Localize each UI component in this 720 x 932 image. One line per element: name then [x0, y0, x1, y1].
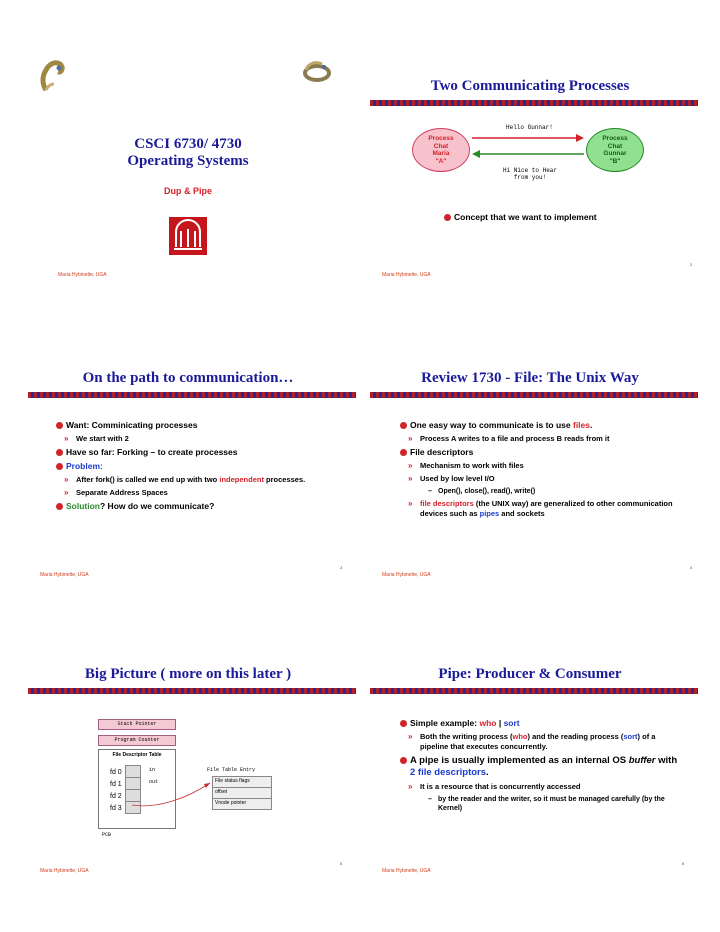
title-divider: [28, 392, 356, 398]
sub-start: » We start with 2: [64, 434, 346, 444]
process-a-bubble: [412, 128, 470, 172]
buffer-word: buffer: [628, 755, 656, 766]
fte-row: Vnode pointer: [212, 799, 272, 810]
bullet-files: [400, 420, 688, 431]
file-table-entry: [212, 776, 272, 810]
sub-mechanism: » Mechanism to work with files: [408, 461, 688, 471]
files-period: .: [590, 420, 593, 430]
footer: Maria Hybinette, UGA: [382, 868, 431, 874]
slide-2: [360, 40, 700, 280]
with-text: with: [655, 755, 678, 766]
arrow-left-icon: [472, 149, 584, 159]
sub-low-level: » Used by low level I/O: [408, 474, 688, 484]
footer: Maria Hybinette, UGA: [40, 572, 89, 578]
message-hello: Hello Gunnar!: [506, 124, 553, 131]
fte-row: File status flags: [212, 776, 272, 788]
fd-labels: [110, 767, 122, 815]
sub-separate: » Separate Address Spaces: [64, 488, 346, 498]
fte-row: offset: [212, 788, 272, 799]
title-divider: [28, 688, 356, 694]
wr-2: ) and the reading process (: [527, 732, 624, 741]
fd-word: file descriptors: [420, 499, 474, 508]
bullet-problem: Problem:: [56, 461, 346, 472]
footer: Maria Hybinette, UGA: [40, 868, 89, 874]
bullet-list: [444, 212, 688, 226]
reply-line1: Hi Nice to Hear: [502, 167, 557, 174]
reply-line2: from you!: [513, 174, 547, 181]
title-divider: [370, 100, 698, 106]
proc-b-line4: "B": [609, 157, 621, 165]
sub-fork: [64, 475, 346, 485]
bullet-solution: [56, 501, 346, 512]
proc-a-line4: "A": [435, 157, 447, 165]
sub-fork-text: After fork() is called we end up with two: [76, 475, 220, 484]
slide-title: Review 1730 - File: The Unix Way: [421, 370, 639, 386]
fd1-label: fd 1: [110, 781, 122, 788]
pipe-symbol: |: [496, 718, 504, 728]
stack-pointer-box: Stack Pointer: [98, 719, 176, 730]
example-text: Simple example:: [410, 718, 480, 728]
sub-generalized: [408, 499, 688, 519]
footer: Maria Hybinette, UGA: [58, 272, 107, 278]
proc-a-line3: Maria: [432, 150, 450, 157]
file-table-entry-label: File Table Entry: [207, 767, 256, 773]
sub-fork-end: processes.: [263, 475, 306, 484]
sort-word: sort: [503, 718, 520, 728]
solution-question: ? How do we communicate?: [100, 501, 215, 511]
proc-b-line2: Chat: [607, 142, 623, 150]
subsub-kernel: – by the reader and the writer, so it must be managed carefully (by the Kernel): [428, 795, 684, 813]
page-number: 3: [340, 565, 343, 570]
impl-text: A pipe is usually implemented as an internal OS: [410, 755, 629, 766]
fd-cell: [125, 765, 141, 778]
fd0-label: fd 0: [110, 769, 122, 776]
sockets-text: and sockets: [499, 509, 545, 518]
bullet-want: Want: Comminicating processes: [56, 420, 346, 431]
program-counter-box: Program Counter: [98, 735, 176, 746]
sub-process-a: » Process A writes to a file and process B reads from it: [408, 434, 688, 444]
title-divider: [370, 392, 698, 398]
wr-who: who: [512, 732, 528, 741]
slide-1: [18, 40, 358, 280]
footer: Maria Hybinette, UGA: [382, 572, 431, 578]
sub-writer-reader: [408, 732, 684, 752]
page-number: 4: [690, 565, 693, 570]
slide-3: [18, 350, 358, 590]
proc-a-line2: Chat: [433, 142, 449, 150]
proc-a-line1: Process: [428, 135, 454, 142]
wr-sort: sort: [623, 732, 638, 741]
slide-4: [360, 350, 700, 590]
topic-label: Dup & Pipe: [163, 186, 212, 196]
two-fd: 2 file descriptors: [410, 767, 487, 778]
sub-resource: » It is a resource that is concurrently accessed: [408, 782, 684, 792]
pcb-label: PCB: [102, 832, 112, 838]
bullet-list: [400, 718, 684, 816]
wr-3: ) of a pipeline that executes concurrently.: [420, 732, 656, 751]
fd3-label: fd 3: [110, 805, 122, 812]
title-divider: [370, 688, 698, 694]
fd-table-title: File Descriptor Table: [112, 752, 162, 758]
page-number: 6: [682, 861, 685, 866]
proc-b-line3: Gunnar: [603, 150, 627, 157]
ouroboros-logo-right-icon: [302, 60, 332, 82]
bullet-concept: Concept that we want to implement: [444, 212, 688, 223]
bullet-example: [400, 718, 684, 729]
bullet-fd: File descriptors: [400, 447, 688, 458]
generalized-text: (the UNIX way) are generalized to other communication devices such as: [420, 499, 673, 518]
wr-1: Both the writing process (: [420, 732, 513, 741]
slide-title: Big Picture ( more on this later ): [84, 666, 292, 682]
fd-in-label: in: [149, 767, 156, 773]
solution-word: Solution: [66, 501, 100, 511]
fd-out-label: out: [149, 779, 159, 785]
sub-fork-independent: independent: [219, 475, 264, 484]
bullet-list: [400, 420, 688, 522]
process-b-bubble: [586, 128, 644, 172]
uga-arch-logo-icon: [169, 217, 207, 255]
slide-title: On the path to communication…: [82, 370, 294, 386]
page-number: 5: [340, 861, 343, 866]
files-text: One easy way to communicate is to use: [410, 420, 573, 430]
files-word: files: [572, 420, 590, 430]
course-title: CSCI 6730/ 4730: [134, 136, 242, 152]
who-word: who: [479, 718, 497, 728]
bullet-forking: Have so far: Forking – to create processes: [56, 447, 346, 458]
subsub-calls: – Open(), close(), read(), write(): [428, 487, 688, 496]
bullet-pipe-impl: [400, 755, 684, 779]
bullet-list: [56, 420, 346, 515]
fd-pointer-arrow-icon: [126, 779, 218, 811]
slide-6: [360, 646, 700, 886]
proc-b-line1: Process: [602, 135, 628, 142]
slide-title: Two Communicating Processes: [430, 78, 630, 94]
slide-5: [18, 646, 358, 886]
arrow-right-icon: [472, 133, 584, 143]
fd2-label: fd 2: [110, 793, 122, 800]
footer: Maria Hybinette, UGA: [382, 272, 431, 278]
impl-period: .: [486, 767, 489, 778]
pipes-word: pipes: [479, 509, 500, 518]
page-number: 2: [690, 262, 693, 267]
message-reply: [500, 167, 560, 181]
course-subtitle: Operating Systems: [127, 153, 249, 169]
ouroboros-logo-left-icon: [40, 58, 66, 92]
slide-title: Pipe: Producer & Consumer: [438, 666, 622, 682]
